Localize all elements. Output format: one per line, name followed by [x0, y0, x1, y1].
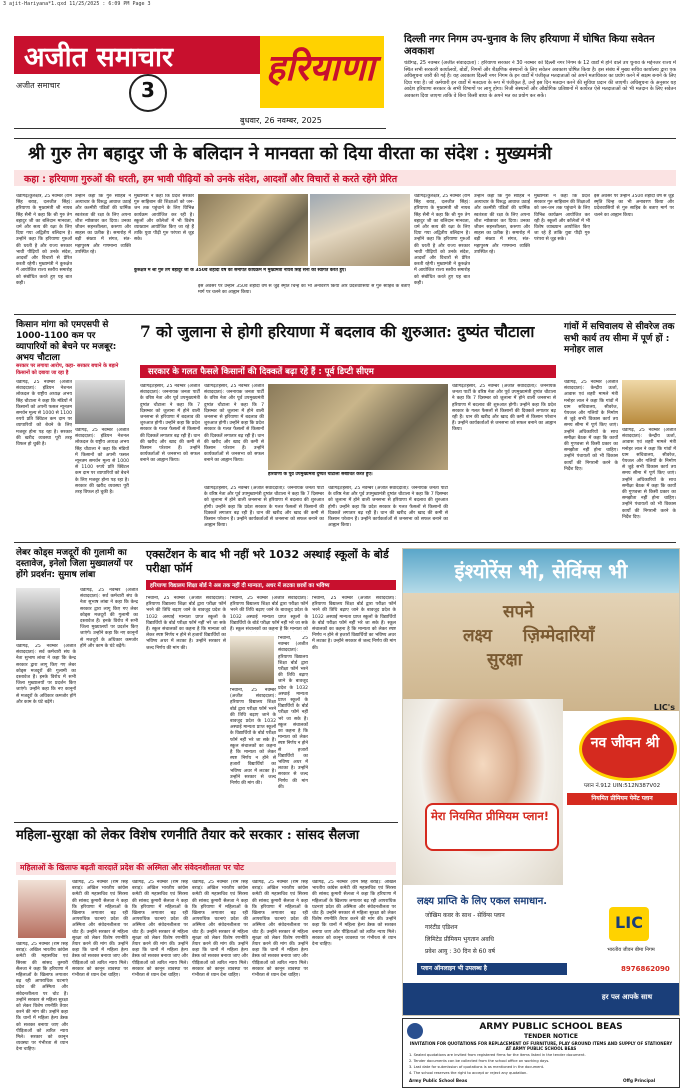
divider-2: [14, 314, 676, 315]
tender-body: INVITATION FOR QUOTATIONS FOR REPLACEMENT OF FURNITURE, PLAY GROUND ITEMS AND SUPPLY OF STATIONERY AT ARMY PUBLIC SCHOOL BEAS: [409, 1041, 673, 1051]
masthead-date: बुधवार, 26 नवम्बर, 2025: [240, 116, 322, 125]
lead-body-col-6: उन्होंने कहा कि गुरु साहिब ने अत्याचार के विरुद्ध आवाज उठाई और कश्मीरी पंडितों की धार्मिक स्वतंत्रता की रक्षा के लिए अपना शीश न्योछावर कर दिया। उनका जीवन सहनशीलता, करुणा और साहस का प्रतीक है। समारोह में बड़ी संख्या में संगत, संत-महापुरुष और गणमान्य व्यक्ति उपस्थित रहे।: [474, 194, 530, 255]
bottom-body-col-4: चंडीगढ़, 25 नवम्बर (राम सिंह बराड़): अखिल भारतीय कांग्रेस कमेटी की महासचिव एवं सिरसा की सांसद कुमारी सैलजा ने कहा कि हरियाणा में महिलाओं के खिलाफ लगातार बढ़ रही आपराधिक घटनाएं प्रदेश की अस्मिता और संवेदनशीलता पर चोट हैं। उन्होंने सरकार से महिला सुरक्षा को लेकर विशेष रणनीति तैयार करने की मांग की। उन्होंने कहा कि थानों में महिला हेल्प डेस्क को सशक्त बनाया जाए और पीड़िताओं को त्वरित न्याय मिले। सरकार को कानून व्यवस्था पर गंभीरता से ध्यान देना चाहिए।: [192, 880, 248, 979]
lead-headline: श्री गुरु तेग बहादुर जी के बलिदान ने मानवता को दिया वीरता का संदेश : मुख्यमंत्री: [28, 144, 552, 164]
lead-body-col-3: मुख्यमंत्री ने कहा कि प्रदेश सरकार गुरु साहिबान की शिक्षाओं को जन-जन तक पहुंचाने के लिए विभिन्न कार्यक्रम आयोजित कर रही है। स्कूलों और कॉलेजों में भी विशेष व्याख्यान आयोजित किए जा रहे हैं ताकि युवा पीढ़ी गुरु परंपरा से जुड़ सके।: [134, 194, 194, 243]
lic-ad-benefit-2: गारंटीड एडिशन: [425, 924, 458, 931]
left-story-1-body-a: चंडीगढ़, 25 नवम्बर (अजीत संवाददाता): इंडियन नेशनल लोकदल के राष्ट्रीय अध्यक्ष अभय सिंह चौटाला ने कहा कि मंडियों में किसानों को अपनी फसल न्यूनतम समर्थन मूल्य से 1000 से 1100 रुपये प्रति क्विंटल कम दाम पर व्यापारियों को बेचने के लिए मजबूर होना पड़ रहा है। सरकार की खरीद व्यवस्था पूरी तरह विफल हो चुकी है।: [16, 380, 72, 448]
masthead-rule: [14, 128, 386, 129]
tender-item-4: 4. The school reserves the right to accept or reject any quotation.: [409, 1071, 528, 1075]
lic-phone: 8976862090: [621, 965, 670, 973]
middle-2-body-col-2: भिवानी, 25 नवम्बर (अजीत संवाददाता): हरियाणा विद्यालय शिक्षा बोर्ड द्वारा परीक्षा फॉर्म भरने की तिथि बढ़ाए जाने के बावजूद प्रदेश के 1032 अस्थाई मान्यता प्राप्त स्कूलों के विद्यार्थियों के बोर्ड परीक्षा फॉर्म नहीं भरे जा सके हैं। स्कूल संचालकों का कहना है कि मान्यता को: [230, 596, 308, 632]
print-slug: 3 ajit-Hariyana*1.qxd 11/25/2025 : 6:09 PM Page 3: [3, 1, 151, 7]
lead-body-col-4: इस अवसर पर उन्होंने 350वें शहीदी वर्ष से जुड़े स्मृति चिन्ह का भी अनावरण किया और प्रदेशवासियों से गुरु साहिब के बताए मार्ग पर चलने का आह्वान किया।: [198, 284, 410, 296]
masthead-subhead: अजीत समाचार: [16, 81, 60, 90]
second-photo-caption: हरियाणा के पूर्व उपमुख्यमंत्री दुष्यंत चौटाला संबोधित करते हुए।: [268, 472, 373, 477]
lead-body-col-1: चंडीगढ़/कुरुक्षेत्र, 25 नवम्बर (राम सिंह बराड़, दलजीत सिंह): हरियाणा के मुख्यमंत्री श्री नायब सिंह सैनी ने कहा कि श्री गुरु तेग बहादुर जी का बलिदान मानवता, धर्म और सत्य की रक्षा के लिए दिया गया अद्वितीय बलिदान है। उन्होंने कहा कि हरियाणा गुरुओं की धरती है और राज्य सरकार भावी पीढ़ियों को उनके संदेश, आदर्शों और विचारों से प्रेरित करती रहेगी। मुख्यमंत्री ने कुरुक्षेत्र में आयोजित राज्य स्तरीय समारोह को संबोधित करते हुए यह बात कही।: [16, 194, 72, 286]
second-body-col-4: चंडीगढ़/हिसार, 25 नवम्बर (अजीत संवाददाता): जननायक जनता पार्टी के वरिष्ठ नेता और पूर्व उपमुख्यमंत्री दुष्यंत चौटाला ने कहा कि 7 दिसम्बर को जुलाना में होने वाली जनसभा से हरियाणा में बदलाव की शुरुआत होगी। उन्होंने कहा कि प्रदेश सरकार के गलत फैसलों से किसानों की दिक्कतें लगातार बढ़ रही हैं। धान की खरीद और खाद की कमी से किसान परेशान हैं। उन्होंने कार्यकर्ताओं से जनसभा को सफल बनाने का आह्वान किया।: [328, 486, 448, 529]
second-headline: 7 को जुलाना से होगी हरियाणा में बदलाव की शुरुआत: दुष्यंत चौटाला: [140, 322, 535, 341]
top-right-headline: दिल्ली नगर निगम उप-चुनाव के लिए हरियाणा में घोषित किया सवेतन अवकाश: [404, 34, 655, 57]
lic-ad-bubble-text: मेरा नियमित प्रीमियम प्लान!: [430, 809, 550, 823]
lic-logo-tag: भारतीय जीवन बीमा निगम: [607, 947, 655, 953]
divider-3: [14, 542, 676, 543]
tender-item-1: 1. Sealed quotations are invited from registered firms for the items listed in the tender document.: [409, 1053, 586, 1057]
lic-ad-wall: [403, 593, 679, 711]
page-number: 3: [141, 78, 155, 102]
bottom-body-col-1: चंडीगढ़, 25 नवम्बर (राम सिंह बराड़): अखिल भारतीय कांग्रेस कमेटी की महासचिव एवं सिरसा की सांसद कुमारी सैलजा ने कहा कि हरियाणा में महिलाओं के खिलाफ लगातार बढ़ रही आपराधिक घटनाएं प्रदेश की अस्मिता और संवेदनशीलता पर चोट हैं। उन्होंने सरकार से महिला सुरक्षा को लेकर विशेष रणनीति तैयार करने की मांग की। उन्होंने कहा कि थानों में महिला हेल्प डेस्क को सशक्त बनाया जाए और पीड़िताओं को त्वरित न्याय मिले। सरकार को कानून व्यवस्था पर गंभीरता से ध्यान देना चाहिए।: [16, 942, 68, 1053]
lic-ad-cta: प्लान ऑनलाइन भी उपलब्ध है: [421, 965, 487, 972]
lic-ad-benefit-3: लिमिटेड प्रीमियम भुगतान अवधि: [425, 936, 494, 943]
tender-item-3: 3. Last date for submission of quotations is as mentioned in the document.: [409, 1065, 545, 1069]
middle-2-body-col-1: भिवानी, 25 नवम्बर (अजीत संवाददाता): हरियाणा विद्यालय शिक्षा बोर्ड द्वारा परीक्षा फॉर्म भरने की तिथि बढ़ाए जाने के बावजूद प्रदेश के 1032 अस्थाई मान्यता प्राप्त स्कूलों के विद्यार्थियों के बोर्ड परीक्षा फॉर्म नहीं भरे जा सके हैं। स्कूल संचालकों का कहना है कि मान्यता को लेकर स्पष्ट निर्णय न होने से हजारों विद्यार्थियों का भविष्य अधर में लटका है। उन्होंने सरकार से जल्द निर्णय की मांग की।: [146, 596, 226, 651]
lead-photo-caption: कुरुक्षेत्र में श्री गुरु तेग बहादुर जी के 350वें शहीदी वर्ष को समर्पित कार्यक्रम में मुख्यमंत्री नायब सिंह सैनी का स्वागत करते हुए।: [134, 268, 347, 273]
lic-ad: [402, 548, 680, 1016]
top-right-body: चंडीगढ़, 25 नवम्बर (अजीत संवाददाता) : हरियाणा सरकार ने 30 नवम्बर को दिल्ली नगर निगम के 12 वार्डों में होने वाले उप चुनाव के मद्देनजर राज्य में स्थित सभी सरकारी कार्यालयों, बोर्डों, निगमों और शैक्षणिक संस्थानों के लिए सवेतन अवकाश घोषित किया है। इस संबंध में मुख्य सचिव कार्यालय द्वारा एक अधिसूचना जारी की गई है। यह अवकाश दिल्ली नगर निगम के इन वार्डों में पंजीकृत मतदाताओं को अपने मताधिकार का प्रयोग करने में सक्षम बनाने के लिए दिया गया है। जो कर्मचारी इन वार्डों में मतदाता के रूप में पंजीकृत हैं, उन्हें इस दिन मतदान करने की सुविधा प्रदान की जाएगी। अधिसूचना के अनुसार यह आदेश हरियाणा सरकार के सभी विभागों पर लागू होगा। निजी संस्थानों और औद्योगिक प्रतिष्ठानों में कार्यरत ऐसे मतदाताओं को भी मतदान के लिए सवेतन अवकाश दिया जाएगा ताकि वे बिना किसी बाधा के अपने मत का प्रयोग कर सकें।: [404, 60, 676, 99]
lead-photo-1: [198, 194, 308, 266]
middle-2-kicker: हरियाणा विद्यालय शिक्षा बोर्ड ने अब तक नहीं दी मान्यता, अधर में लटका छात्रों का भविष्य: [150, 583, 330, 589]
bottom-kicker: महिलाओं के खिलाफ बढ़ती वारदातें प्रदेश की अस्मिता और संवेदनशीलता पर चोट: [20, 863, 244, 872]
lic-ad-wall-word-4: सुरक्षा: [487, 650, 523, 670]
lic-ad-badge-main: नव जीवन श्री: [590, 735, 660, 751]
middle-2-headline: एक्सटेंशन के बाद भी नहीं भरे 1032 अस्थाई स्कूलों के बोर्ड परीक्षा फॉर्म: [146, 548, 389, 575]
lic-ad-badge-top: LIC's: [653, 703, 675, 712]
lic-slogan: हर पल आपके साथ: [601, 993, 653, 1001]
tender-subtitle: TENDER NOTICE: [524, 1033, 578, 1040]
divider-4: [14, 822, 398, 823]
right-col-body-b: चंडीगढ़, 25 नवम्बर (अजीत संवाददाता): केन्द्रीय ऊर्जा, आवास एवं शहरी मामले मंत्री मनोहर लाल ने कहा कि गांवों में ग्राम सचिवालय, सीवरेज, पेयजल और गलियों के निर्माण से जुड़े सभी विकास कार्य तय समय सीमा में पूर्ण किए जाएं। उन्होंने अधिकारियों के साथ समीक्षा बैठक में कहा कि कार्यों की गुणवत्ता से किसी प्रकार का समझौता नहीं होना चाहिए। उन्होंने पंचायतों को भी विकास कार्यों की निगरानी करने के निर्देश दिए।: [622, 428, 676, 520]
lic-ad-benefits-title: लक्ष्य प्राप्ति के लिए एकल समाधान.: [417, 896, 548, 907]
lead-body-col-7: मुख्यमंत्री ने कहा कि प्रदेश सरकार गुरु साहिबान की शिक्षाओं को जन-जन तक पहुंचाने के लिए विभिन्न कार्यक्रम आयोजित कर रही है। स्कूलों और कॉलेजों में भी विशेष व्याख्यान आयोजित किए जा रहे हैं ताकि युवा पीढ़ी गुरु परंपरा से जुड़ सके।: [534, 194, 590, 243]
left-story-2-body-b: चंडीगढ़, 25 नवम्बर (अजीत संवाददाता): सर्व कर्मचारी संघ के नेता सुभाष लांबा ने कहा कि केन्द्र सरकार द्वारा लागू किए गए लेबर कोड्स मजदूरों की गुलामी का दस्तावेज हैं। इनके विरोध में सभी जिला मुख्यालयों पर प्रदर्शन किए जाएंगे। उन्होंने कहा कि नए कानूनों से मजदूरों के अधिकार कमजोर होंगे और काम के घंटे बढ़ेंगे।: [80, 588, 138, 649]
middle-2-photo: [230, 636, 274, 684]
bottom-body-col-3: चंडीगढ़, 25 नवम्बर (राम सिंह बराड़): अखिल भारतीय कांग्रेस कमेटी की महासचिव एवं सिरसा की सांसद कुमारी सैलजा ने कहा कि हरियाणा में महिलाओं के खिलाफ लगातार बढ़ रही आपराधिक घटनाएं प्रदेश की अस्मिता और संवेदनशीलता पर चोट हैं। उन्होंने सरकार से महिला सुरक्षा को लेकर विशेष रणनीति तैयार करने की मांग की। उन्होंने कहा कि थानों में महिला हेल्प डेस्क को सशक्त बनाया जाए और पीड़िताओं को त्वरित न्याय मिले। सरकार को कानून व्यवस्था पर गंभीरता से ध्यान देना चाहिए।: [132, 880, 188, 979]
left-story-2-photo: [16, 588, 60, 640]
left-story-1-kicker: सरकार पर लगाया आरोप, कहा- सरकार बचाने के बहाने किसानों को दबाया जा रहा है: [16, 363, 119, 376]
lic-ad-benefit-1: जोखिम कवर के साथ - सेविंग्स प्लान: [425, 912, 505, 919]
bottom-body-col-2: चंडीगढ़, 25 नवम्बर (राम सिंह बराड़): अखिल भारतीय कांग्रेस कमेटी की महासचिव एवं सिरसा की सांसद कुमारी सैलजा ने कहा कि हरियाणा में महिलाओं के खिलाफ लगातार बढ़ रही आपराधिक घटनाएं प्रदेश की अस्मिता और संवेदनशीलता पर चोट हैं। उन्होंने सरकार से महिला सुरक्षा को लेकर विशेष रणनीति तैयार करने की मांग की। उन्होंने कहा कि थानों में महिला हेल्प डेस्क को सशक्त बनाया जाए और पीड़िताओं को त्वरित न्याय मिले। सरकार को कानून व्यवस्था पर गंभीरता से ध्यान देना चाहिए।: [72, 880, 128, 979]
left-story-1-photo: [75, 380, 125, 424]
lic-ad-wall-word-1: सपने: [503, 602, 534, 622]
lic-ad-family-photo: [403, 699, 563, 885]
masthead-paper-name: अजीत समाचार: [24, 42, 174, 73]
second-photo: [268, 384, 448, 470]
lead-body-col-8: इस अवसर पर उन्होंने 350वें शहीदी वर्ष से जुड़े स्मृति चिन्ह का भी अनावरण किया और प्रदेशवासियों से गुरु साहिब के बताए मार्ग पर चलने का आह्वान किया।: [594, 194, 674, 218]
middle-2-body-col-4: भिवानी, 25 नवम्बर (अजीत संवाददाता): हरियाणा विद्यालय शिक्षा बोर्ड द्वारा परीक्षा फॉर्म भरने की तिथि बढ़ाए जाने के बावजूद प्रदेश के 1032 अस्थाई मान्यता प्राप्त स्कूलों के विद्यार्थियों के बोर्ड परीक्षा फॉर्म नहीं भरे जा सके हैं। स्कूल संचालकों का कहना है कि मान्यता को लेकर स्पष्ट निर्णय न होने से हजारों विद्यार्थियों का भविष्य अधर में लटका है। उन्होंने सरकार से जल्द निर्णय की मांग की।: [230, 688, 276, 787]
second-kicker: सरकार के गलत फैसले किसानों की दिक्कतें बढ़ा रहे हैं : पूर्व डिप्टी सीएम: [148, 367, 374, 377]
left-story-1-body-b: चंडीगढ़, 25 नवम्बर (अजीत संवाददाता): इंडियन नेशनल लोकदल के राष्ट्रीय अध्यक्ष अभय सिंह चौटाला ने कहा कि मंडियों में किसानों को अपनी फसल न्यूनतम समर्थन मूल्य से 1000 से 1100 रुपये प्रति क्विंटल कम दाम पर व्यापारियों को बेचने के लिए मजबूर होना पड़ रहा है। सरकार की खरीद व्यवस्था पूरी तरह विफल हो चुकी है।: [75, 428, 129, 496]
tender-title: ARMY PUBLIC SCHOOL BEAS: [479, 1022, 623, 1032]
masthead: [14, 36, 384, 130]
masthead-edition-name: हरियाणा: [266, 47, 375, 89]
bottom-headline: महिला-सुरक्षा को लेकर विशेष रणनीति तैयार करे सरकार : सांसद सैलजा: [16, 828, 360, 843]
lead-body-col-2: उन्होंने कहा कि गुरु साहिब ने अत्याचार के विरुद्ध आवाज उठाई और कश्मीरी पंडितों की धार्मिक स्वतंत्रता की रक्षा के लिए अपना शीश न्योछावर कर दिया। उनका जीवन सहनशीलता, करुणा और साहस का प्रतीक है। समारोह में बड़ी संख्या में संगत, संत-महापुरुष और गणमान्य व्यक्ति उपस्थित रहे।: [75, 194, 131, 255]
bottom-body-col-6: चंडीगढ़, 25 नवम्बर (राम सिंह बराड़): अखिल भारतीय कांग्रेस कमेटी की महासचिव एवं सिरसा की सांसद कुमारी सैलजा ने कहा कि हरियाणा में महिलाओं के खिलाफ लगातार बढ़ रही आपराधिक घटनाएं प्रदेश की अस्मिता और संवेदनशीलता पर चोट हैं। उन्होंने सरकार से महिला सुरक्षा को लेकर विशेष रणनीति तैयार करने की मांग की। उन्होंने कहा कि थानों में महिला हेल्प डेस्क को सशक्त बनाया जाए और पीड़िताओं को त्वरित न्याय मिले। सरकार को कानून व्यवस्था पर गंभीरता से ध्यान देना चाहिए।: [312, 880, 396, 948]
lic-ad-tagline: इंश्योरेंस भी, सेविंग्स भी: [454, 559, 628, 583]
middle-2-body-col-3: भिवानी, 25 नवम्बर (अजीत संवाददाता): हरियाणा विद्यालय शिक्षा बोर्ड द्वारा परीक्षा फॉर्म भरने की तिथि बढ़ाए जाने के बावजूद प्रदेश के 1032 अस्थाई मान्यता प्राप्त स्कूलों के विद्यार्थियों के बोर्ड परीक्षा फॉर्म नहीं भरे जा सके हैं। स्कूल संचालकों का कहना है कि मान्यता को लेकर स्पष्ट निर्णय न होने से हजारों विद्यार्थियों का भविष्य अधर में लटका है। उन्होंने सरकार से जल्द निर्णय की मांग की।: [278, 636, 308, 790]
right-col-body-a: चंडीगढ़, 25 नवम्बर (अजीत संवाददाता): केन्द्रीय ऊर्जा, आवास एवं शहरी मामले मंत्री मनोहर लाल ने कहा कि गांवों में ग्राम सचिवालय, सीवरेज, पेयजल और गलियों के निर्माण से जुड़े सभी विकास कार्य तय समय सीमा में पूर्ण किए जाएं। उन्होंने अधिकारियों के साथ समीक्षा बैठक में कहा कि कार्यों की गुणवत्ता से किसी प्रकार का समझौता नहीं होना चाहिए। उन्होंने पंचायतों को भी विकास कार्यों की निगरानी करने के निर्देश दिए।: [564, 380, 618, 472]
tender-logo: [407, 1023, 423, 1039]
middle-2-body-col-5: भिवानी, 25 नवम्बर (अजीत संवाददाता): हरियाणा विद्यालय शिक्षा बोर्ड द्वारा परीक्षा फॉर्म भरने की तिथि बढ़ाए जाने के बावजूद प्रदेश के 1032 अस्थाई मान्यता प्राप्त स्कूलों के विद्यार्थियों के बोर्ड परीक्षा फॉर्म नहीं भरे जा सके हैं। स्कूल संचालकों का कहना है कि मान्यता को लेकर स्पष्ट निर्णय न होने से हजारों विद्यार्थियों का भविष्य अधर में लटका है। उन्होंने सरकार से जल्द निर्णय की मांग की।: [312, 596, 396, 651]
left-story-2-body-a: चंडीगढ़, 25 नवम्बर (अजीत संवाददाता): सर्व कर्मचारी संघ के नेता सुभाष लांबा ने कहा कि केन्द्र सरकार द्वारा लागू किए गए लेबर कोड्स मजदूरों की गुलामी का दस्तावेज हैं। इनके विरोध में सभी जिला मुख्यालयों पर प्रदर्शन किए जाएंगे। उन्होंने कहा कि नए कानूनों से मजदूरों के अधिकार कमजोर होंगे और काम के घंटे बढ़ेंगे।: [16, 644, 76, 705]
divider-1: [14, 138, 676, 139]
lead-kicker: कहा : हरियाणा गुरुओं की धरती, हम भावी पीढ़ियों को उनके संदेश, आदर्शों और विचारों से करते रहेंगे प्रेरित: [24, 174, 398, 185]
lic-ad-plan-type: नियमित प्रीमियम पेमेंट प्लान: [591, 795, 653, 802]
tender-footer-left: Army Public School Beas: [409, 1078, 468, 1083]
right-col-headline: गांवों में सचिवालय से सीवरेज तक सभी कार्य तय सीमा में पूर्ण हों : मनोहर लाल: [564, 322, 675, 355]
lic-logo-text: LIC: [615, 913, 643, 932]
second-body-col-5: चंडीगढ़/हिसार, 25 नवम्बर (अजीत संवाददाता): जननायक जनता पार्टी के वरिष्ठ नेता और पूर्व उपमुख्यमंत्री दुष्यंत चौटाला ने कहा कि 7 दिसम्बर को जुलाना में होने वाली जनसभा से हरियाणा में बदलाव की शुरुआत होगी। उन्होंने कहा कि प्रदेश सरकार के गलत फैसलों से किसानों की दिक्कतें लगातार बढ़ रही हैं। धान की खरीद और खाद की कमी से किसान परेशान हैं। उन्होंने कार्यकर्ताओं से जनसभा को सफल बनाने का आह्वान किया।: [452, 384, 556, 433]
lic-ad-wall-word-3: ज़िम्मेदारियाँ: [523, 626, 595, 646]
lead-photo-2: [310, 194, 410, 266]
left-story-1-headline: किसान मांगा को एमएसपी से 1000-1100 कम पर व्यापारियों को बेचने पर मजबूर: अभय चौटाला: [16, 320, 117, 363]
lic-ad-wall-word-2: लक्ष्य: [463, 626, 492, 646]
tender-item-2: 2. Tender documents can be collected from the school office on working days.: [409, 1059, 550, 1063]
lic-ad-benefit-4: प्रवेश आयु : 30 दिन से 60 वर्ष: [425, 948, 496, 955]
tender-notice: [402, 1018, 680, 1088]
bottom-photo: [18, 880, 66, 938]
lic-ad-plan-no: प्लान नं.912 UIN:512N387V02: [583, 783, 661, 789]
lead-body-col-5: चंडीगढ़/कुरुक्षेत्र, 25 नवम्बर (राम सिंह बराड़, दलजीत सिंह): हरियाणा के मुख्यमंत्री श्री नायब सिंह सैनी ने कहा कि श्री गुरु तेग बहादुर जी का बलिदान मानवता, धर्म और सत्य की रक्षा के लिए दिया गया अद्वितीय बलिदान है। उन्होंने कहा कि हरियाणा गुरुओं की धरती है और राज्य सरकार भावी पीढ़ियों को उनके संदेश, आदर्शों और विचारों से प्रेरित करती रहेगी। मुख्यमंत्री ने कुरुक्षेत्र में आयोजित राज्य स्तरीय समारोह को संबोधित करते हुए यह बात कही।: [414, 194, 470, 286]
second-body-col-3: चंडीगढ़/हिसार, 25 नवम्बर (अजीत संवाददाता): जननायक जनता पार्टी के वरिष्ठ नेता और पूर्व उपमुख्यमंत्री दुष्यंत चौटाला ने कहा कि 7 दिसम्बर को जुलाना में होने वाली जनसभा से हरियाणा में बदलाव की शुरुआत होगी। उन्होंने कहा कि प्रदेश सरकार के गलत फैसलों से किसानों की दिक्कतें लगातार बढ़ रही हैं। धान की खरीद और खाद की कमी से किसान परेशान हैं। उन्होंने कार्यकर्ताओं से जनसभा को सफल बनाने का आह्वान किया।: [204, 486, 324, 529]
bottom-body-col-5: चंडीगढ़, 25 नवम्बर (राम सिंह बराड़): अखिल भारतीय कांग्रेस कमेटी की महासचिव एवं सिरसा की सांसद कुमारी सैलजा ने कहा कि हरियाणा में महिलाओं के खिलाफ लगातार बढ़ रही आपराधिक घटनाएं प्रदेश की अस्मिता और संवेदनशीलता पर चोट हैं। उन्होंने सरकार से महिला सुरक्षा को लेकर विशेष रणनीति तैयार करने की मांग की। उन्होंने कहा कि थानों में महिला हेल्प डेस्क को सशक्त बनाया जाए और पीड़िताओं को त्वरित न्याय मिले। सरकार को कानून व्यवस्था पर गंभीरता से ध्यान देना चाहिए।: [252, 880, 308, 979]
left-story-2-headline: लेबर कोड्स मजदूरों की गुलामी का दस्तावेज, इनेलो जिला मुख्यालयों पर होंगे प्रदर्शन: सुमाष लांबा: [16, 548, 133, 580]
right-col-photo: [622, 380, 676, 424]
tender-footer-right: Offg Principal: [623, 1078, 656, 1083]
second-body-col-2: चंडीगढ़/हिसार, 25 नवम्बर (अजीत संवाददाता): जननायक जनता पार्टी के वरिष्ठ नेता और पूर्व उपमुख्यमंत्री दुष्यंत चौटाला ने कहा कि 7 दिसम्बर को जुलाना में होने वाली जनसभा से हरियाणा में बदलाव की शुरुआत होगी। उन्होंने कहा कि प्रदेश सरकार के गलत फैसलों से किसानों की दिक्कतें लगातार बढ़ रही हैं। धान की खरीद और खाद की कमी से किसान परेशान हैं। उन्होंने कार्यकर्ताओं से जनसभा को सफल बनाने का आह्वान किया।: [204, 384, 264, 464]
second-body-col-1: चंडीगढ़/हिसार, 25 नवम्बर (अजीत संवाददाता): जननायक जनता पार्टी के वरिष्ठ नेता और पूर्व उपमुख्यमंत्री दुष्यंत चौटाला ने कहा कि 7 दिसम्बर को जुलाना में होने वाली जनसभा से हरियाणा में बदलाव की शुरुआत होगी। उन्होंने कहा कि प्रदेश सरकार के गलत फैसलों से किसानों की दिक्कतें लगातार बढ़ रही हैं। धान की खरीद और खाद की कमी से किसान परेशान हैं। उन्होंने कार्यकर्ताओं से जनसभा को सफल बनाने का आह्वान किया।: [140, 384, 200, 464]
